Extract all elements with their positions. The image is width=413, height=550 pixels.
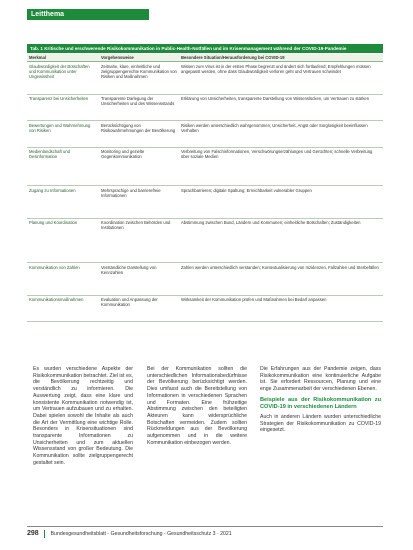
table-cell-situation: Wirksamkeit der Kommunikation prüfen und Maßnahmen bei Bedarf anpassen xyxy=(179,295,383,322)
table-row xyxy=(27,121,383,148)
table-cell-feature: Medienlandschaft und Desinformation xyxy=(27,147,99,186)
table-cell-approach: Transparente Darlegung der Unsicherheiten und des Wissensstands xyxy=(99,94,179,121)
body-text-column-2: Bei der Kommunikation sollten die unterschiedlichen Informationsbedürfnisse der Bevölkerung berücksichtigt werden. Dies umfasst auch die Bereitstellung von Informationen in verschiedenen Sprachen und Formaten. Eine frühzeitige Abstimmung zwischen den beteiligten Akteuren kann widersprüchliche Botschaften vermeiden. Zudem sollten Rückmeldungen aus der Bevölkerung aufgenommen und in die weitere Kommunikation einbezogen werden. xyxy=(147,366,247,446)
table-header: Merkmal xyxy=(27,54,99,62)
table-row xyxy=(27,263,383,296)
page-number: 298 xyxy=(27,530,39,537)
risk-communication-table xyxy=(27,54,383,322)
table-cell-feature: Planung und Koordination xyxy=(27,218,99,263)
table-row xyxy=(27,94,383,121)
body-text-column-3 xyxy=(260,366,381,528)
table-row xyxy=(27,218,383,263)
table-cell-situation: Verbreitung von Falschinformationen, Verschwörungserzählungen und Gerüchten; schnelle Verbreitung über soziale Medien xyxy=(179,147,383,186)
table-cell-approach: Evaluation und Anpassung der Kommunikation xyxy=(99,295,179,322)
journal-name: Bundesgesundheitsblatt - Gesundheitsforschung - Gesundheitsschutz 3 · 2021 xyxy=(50,531,232,537)
table-cell-situation: Wissen zum Virus ist in der ersten Phase begrenzt und ändert sich fortlaufend; Empfehlungen müssen angepasst werden, ohne dass Glaubwürdigkeit verloren geht und Vertrauen schwindet xyxy=(179,62,383,95)
table-cell-approach: Berücksichtigung von Risikowahrnehmungen der Bevölkerung xyxy=(99,121,179,148)
section-subheading: Beispiele aus der Risikokommunikation zu COVID-19 in verschiedenen Ländern xyxy=(260,396,381,410)
table-cell-feature: Kommunikation von Zahlen xyxy=(27,263,99,296)
body-paragraph: Die Erfahrungen aus der Pandemie zeigen, dass Risikokommunikation eine kontinuierliche Aufgabe ist. Sie erfordert Ressourcen, Planung und eine enge Zusammenarbeit der verschiedenen Ebenen. xyxy=(260,366,381,393)
page-footer xyxy=(27,526,383,541)
table-cell-feature: Bewertungen und Wahrnehmung von Risiken xyxy=(27,121,99,148)
table-cell-situation: Erklärung von Unsicherheiten, transparente Darstellung von Wissenslücken, um Vertrauen zu stärken xyxy=(179,94,383,121)
table-cell-approach: Monitoring und gezielte Gegenkommunikation xyxy=(99,147,179,186)
table-cell-situation: Zahlen werden unterschiedlich verstanden; Kontextualisierung von Inzidenzen, Fallzahlen und Sterbefällen xyxy=(179,263,383,296)
table-cell-situation: Sprachbarrieren; digitale Spaltung; Erreichbarkeit vulnerabler Gruppen xyxy=(179,186,383,219)
table-header: Besondere Situation/Herausforderung bei COVID-19 xyxy=(179,54,383,62)
table-cell-approach: Verständliche Darstellung von Kennzahlen xyxy=(99,263,179,296)
table-row xyxy=(27,147,383,186)
footer-divider xyxy=(44,530,45,538)
table-row xyxy=(27,62,383,95)
table-cell-feature: Zugang zu Informationen xyxy=(27,186,99,219)
table-cell-approach: Koordination zwischen Behörden und Institutionen xyxy=(99,218,179,263)
section-label: Leitthema xyxy=(27,9,149,20)
table-cell-approach: Zeitnahe, klare, einheitliche und zielgruppengerechte Kommunikation von Risiken und Maßnahmen xyxy=(99,62,179,95)
table-title: Tab. 1 Kritische und erschwerende Risikokommunikation in Public-Health-Notfällen und im Krisenmanagement während der COVID-19-Pandemie xyxy=(27,44,383,53)
table-cell-feature: Transparenz bei Unsicherheiten xyxy=(27,94,99,121)
table-cell-approach: Mehrsprachige und barrierefreie Informationen xyxy=(99,186,179,219)
table-row xyxy=(27,186,383,219)
body-text-column-1: Es wurden verschiedene Aspekte der Risikokommunikation betrachtet. Ziel ist es, die Bevölkerung rechtzeitig und verständlich zu informieren. Die Auswertung zeigt, dass eine klare und konsistente Kommunikation notwendig ist, um Vertrauen aufzubauen und zu erhalten. Dabei spielen sowohl die Inhalte als auch die Art der Vermittlung eine wichtige Rolle. Besonders in Krisensituationen sind transparente Informationen zu Unsicherheiten und zum aktuellen Wissensstand von großer Bedeutung. Die Kommunikation sollte zielgruppengerecht gestaltet sein. xyxy=(33,366,133,466)
table-header: Vorgehensweise xyxy=(99,54,179,62)
table-cell-feature: Kommunikationsmaßnahmen xyxy=(27,295,99,322)
table-row xyxy=(27,295,383,322)
table-cell-feature: Glaubwürdigkeit der Botschaften und Kommunikation unter Ungewissheit xyxy=(27,62,99,95)
table-cell-situation: Risiken werden unterschiedlich wahrgenommen; Unsicherheit, Angst oder Sorglosigkeit beeinflussen Verhalten xyxy=(179,121,383,148)
table-header-row xyxy=(27,54,383,62)
body-paragraph: Auch in anderen Ländern wurden unterschiedliche Strategien der Risikokommunikation zu COVID-19 eingesetzt. xyxy=(260,413,381,434)
table-cell-situation: Abstimmung zwischen Bund, Ländern und Kommunen; einheitliche Botschaften; Zuständigkeiten xyxy=(179,218,383,263)
